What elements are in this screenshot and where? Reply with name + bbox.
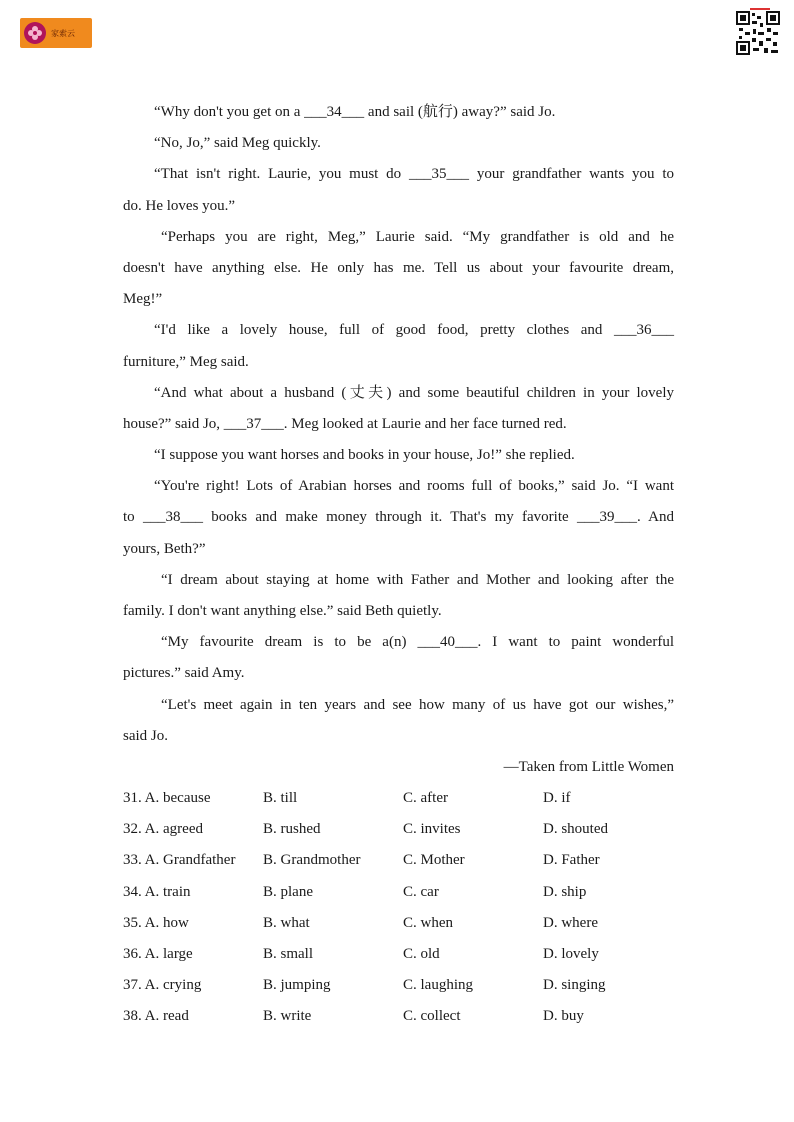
option-d: D. lovely (543, 945, 599, 962)
question-row (123, 1001, 683, 1032)
option-c: C. car (403, 883, 439, 900)
reading-passage (123, 97, 674, 783)
passage-line: furniture,” Meg said. (123, 353, 249, 370)
option-d: D. singing (543, 977, 606, 994)
option-b: B. jumping (263, 977, 331, 994)
option-a: 35. A. how (123, 914, 189, 931)
option-d: D. shouted (543, 821, 608, 838)
passage-line: pictures.” said Amy. (123, 665, 245, 682)
option-d: D. ship (543, 883, 587, 900)
passage-line: “You're right! Lots of Arabian horses and rooms full of books,” said Jo. “I want (154, 478, 674, 495)
source-credit: —Taken from Little Women (503, 758, 674, 775)
qr-code-icon (736, 8, 780, 56)
option-b: B. plane (263, 883, 313, 900)
logo-text: 家索云 (51, 28, 75, 38)
question-row (123, 814, 683, 845)
option-d: D. where (543, 914, 598, 931)
passage-line: family. I don't want anything else.” said Beth quietly. (123, 603, 442, 619)
option-c: C. invites (403, 821, 461, 838)
flower-icon (24, 22, 46, 44)
passage-line: doesn't have anything else. He only has me. Tell us about your favourite dream, (123, 259, 674, 276)
option-b: B. write (263, 1008, 312, 1025)
passage-line: said Jo. (123, 727, 168, 744)
passage-line: “I'd like a lovely house, full of good food, pretty clothes and ___36___ (154, 322, 674, 339)
option-a: 31. A. because (123, 790, 211, 806)
option-b: B. what (263, 914, 310, 931)
option-d: D. buy (543, 1008, 584, 1025)
brand-logo (20, 18, 92, 48)
option-a: 38. A. read (123, 1008, 189, 1025)
passage-line: “That isn't right. Laurie, you must do ___35___ your grandfather wants you to (154, 166, 674, 183)
option-c: C. after (403, 790, 448, 806)
option-c: C. Mother (403, 852, 465, 869)
option-c: C. old (403, 945, 440, 962)
option-a: 32. A. agreed (123, 821, 203, 838)
passage-line: to ___38___ books and make money through it. That's my favorite ___39___. And (123, 509, 674, 526)
option-d: D. Father (543, 852, 600, 869)
answer-options (123, 783, 683, 1033)
passage-line: “And what about a husband (丈夫) and some beautiful children in your lovely (154, 384, 674, 401)
passage-line: “Let's meet again in ten years and see how many of us have got our wishes,” (161, 696, 674, 713)
passage-line: “No, Jo,” said Meg quickly. (154, 135, 321, 152)
option-a: 37. A. crying (123, 977, 202, 994)
passage-line: “Why don't you get on a ___34___ and sail (航行) away?” said Jo. (154, 104, 556, 120)
question-row (123, 845, 683, 876)
passage-line: “Perhaps you are right, Meg,” Laurie said. “My grandfather is old and he (161, 228, 674, 245)
option-b: B. small (263, 945, 314, 962)
option-c: C. collect (403, 1008, 461, 1025)
question-row (123, 877, 683, 908)
passage-line: yours, Beth?” (123, 540, 206, 557)
option-a: 36. A. large (123, 945, 193, 962)
passage-line: Meg!” (123, 291, 163, 308)
option-d: D. if (543, 790, 571, 806)
option-b: B. Grandmother (263, 852, 361, 869)
passage-line: “I suppose you want horses and books in your house, Jo!” she replied. (154, 447, 575, 464)
passage-line: “My favourite dream is to be a(n) ___40___. I want to paint wonderful (161, 634, 674, 651)
option-b: B. till (263, 790, 298, 806)
passage-line: do. He loves you.” (123, 197, 236, 214)
passage-line: “I dream about staying at home with Father and Mother and looking after the (161, 571, 674, 588)
question-row (123, 908, 683, 939)
option-c: C. laughing (403, 977, 473, 994)
question-row (123, 939, 683, 970)
question-row (123, 970, 683, 1001)
question-row (123, 783, 683, 814)
passage-line: house?” said Jo, ___37___. Meg looked at Laurie and her face turned red. (123, 415, 567, 432)
option-c: C. when (403, 914, 453, 931)
option-a: 33. A. Grandfather (123, 852, 236, 869)
option-b: B. rushed (263, 821, 321, 838)
option-a: 34. A. train (123, 883, 191, 900)
